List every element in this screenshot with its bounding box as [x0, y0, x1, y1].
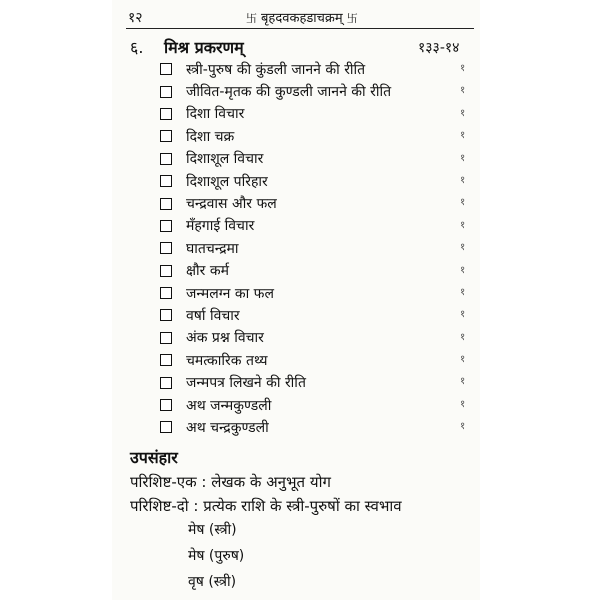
toc-item [160, 192, 391, 214]
checkbox-square-icon [160, 153, 172, 165]
checkbox-square-icon [160, 399, 172, 411]
toc-item [160, 349, 391, 371]
checkbox-square-icon [160, 175, 172, 187]
margin-mark: १ [460, 152, 466, 164]
margin-mark: १ [460, 376, 466, 388]
appendix-subentry: मेष (स्त्री) [188, 522, 237, 538]
margin-mark: १ [460, 197, 466, 209]
section-title: मिश्र प्रकरणम् [164, 38, 244, 57]
checkbox-square-icon [160, 130, 172, 142]
margin-mark: १ [460, 242, 466, 254]
cut-off-page-numbers [460, 58, 465, 439]
margin-mark: १ [460, 309, 466, 321]
toc-item-label: चमत्कारिक तथ्य [186, 352, 268, 369]
margin-mark: १ [460, 264, 466, 276]
toc-item-label: दिशाशूल विचार [186, 151, 264, 168]
toc-item [160, 148, 391, 170]
book-title: बृहदवकहडाचक्रम् [261, 11, 343, 26]
toc-item [160, 304, 391, 326]
toc-item [160, 260, 391, 282]
checkbox-square-icon [160, 377, 172, 389]
toc-item [160, 371, 391, 393]
checkbox-square-icon [160, 86, 172, 98]
checkbox-square-icon [160, 421, 172, 433]
swastika-ornament-icon: 卐 [346, 12, 358, 25]
toc-item-label: मँहगाई विचार [186, 218, 255, 235]
toc-item-label: जन्मलग्न का फल [186, 285, 274, 302]
appendix-entry: परिशिष्ट-दो : प्रत्येक राशि के स्त्री-पुरुषों का स्वभाव [130, 497, 402, 515]
toc-item-label: जन्मपत्र लिखने की रीति [186, 375, 306, 392]
appendix-entry: परिशिष्ट-एक : लेखक के अनुभूत योग [130, 473, 331, 491]
toc-item [160, 215, 391, 237]
checkbox-square-icon [160, 198, 172, 210]
toc-item-label: दिशा चक्र [186, 128, 235, 145]
margin-mark: १ [460, 354, 466, 366]
margin-mark: १ [460, 174, 466, 186]
toc-item [160, 237, 391, 259]
appendix-subentry: मेष (पुरुष) [188, 548, 245, 564]
appendix-subentry: वृष (स्त्री) [188, 574, 237, 590]
margin-mark: १ [460, 398, 466, 410]
section-heading [130, 36, 244, 58]
toc-item-label: अंक प्रश्न विचार [186, 330, 264, 347]
margin-mark: १ [460, 130, 466, 142]
checkbox-square-icon [160, 108, 172, 120]
toc-item-label: वर्षा विचार [186, 307, 240, 324]
toc-item-label: क्षौर कर्म [186, 263, 229, 280]
toc-item [160, 58, 391, 80]
toc-item [160, 170, 391, 192]
margin-mark: १ [460, 63, 466, 74]
toc-item [160, 103, 391, 125]
running-title [242, 8, 362, 26]
toc-item-label: अथ जन्मकुण्डली [186, 397, 272, 414]
toc-item [160, 125, 391, 147]
book-page [112, 0, 480, 600]
toc-item-label: दिशाशूल परिहार [186, 173, 268, 190]
checkbox-square-icon [160, 332, 172, 344]
toc-item [160, 327, 391, 349]
section-page-range: १३३-१४ [418, 40, 460, 56]
margin-mark: १ [460, 107, 466, 119]
margin-mark: १ [460, 286, 466, 298]
toc-item-label: जीवित-मृतक की कुण्डली जानने की रीति [186, 84, 392, 101]
checkbox-square-icon [160, 354, 172, 366]
margin-mark: १ [460, 219, 466, 231]
checkbox-square-icon [160, 63, 172, 75]
appendix-subentries [188, 520, 244, 598]
upsanhar-heading: उपसंहार [130, 448, 178, 467]
swastika-ornament-icon: 卐 [246, 12, 257, 25]
toc-item [160, 394, 391, 416]
toc-item-label: स्त्री-पुरुष की कुंडली जानने की रीति [186, 61, 366, 78]
toc-item [160, 80, 391, 102]
toc-item-label: अथ चन्द्रकुण्डली [186, 419, 269, 436]
margin-mark: १ [460, 331, 466, 343]
checkbox-square-icon [160, 220, 172, 232]
header-rule [126, 28, 474, 29]
toc-item [160, 416, 391, 438]
page-number: १२ [128, 10, 143, 26]
checkbox-square-icon [160, 287, 172, 299]
checkbox-square-icon [160, 309, 172, 321]
toc-item-list [160, 58, 391, 439]
toc-item-label: चन्द्रवास और फल [186, 196, 277, 213]
page-header [112, 6, 480, 26]
checkbox-square-icon [160, 265, 172, 277]
section-number: ६. [130, 38, 144, 57]
toc-item-label: घातचन्द्रमा [186, 240, 239, 257]
margin-mark: १ [460, 421, 466, 433]
toc-item-label: दिशा विचार [186, 106, 245, 123]
margin-mark: १ [460, 85, 466, 97]
checkbox-square-icon [160, 242, 172, 254]
toc-item [160, 282, 391, 304]
